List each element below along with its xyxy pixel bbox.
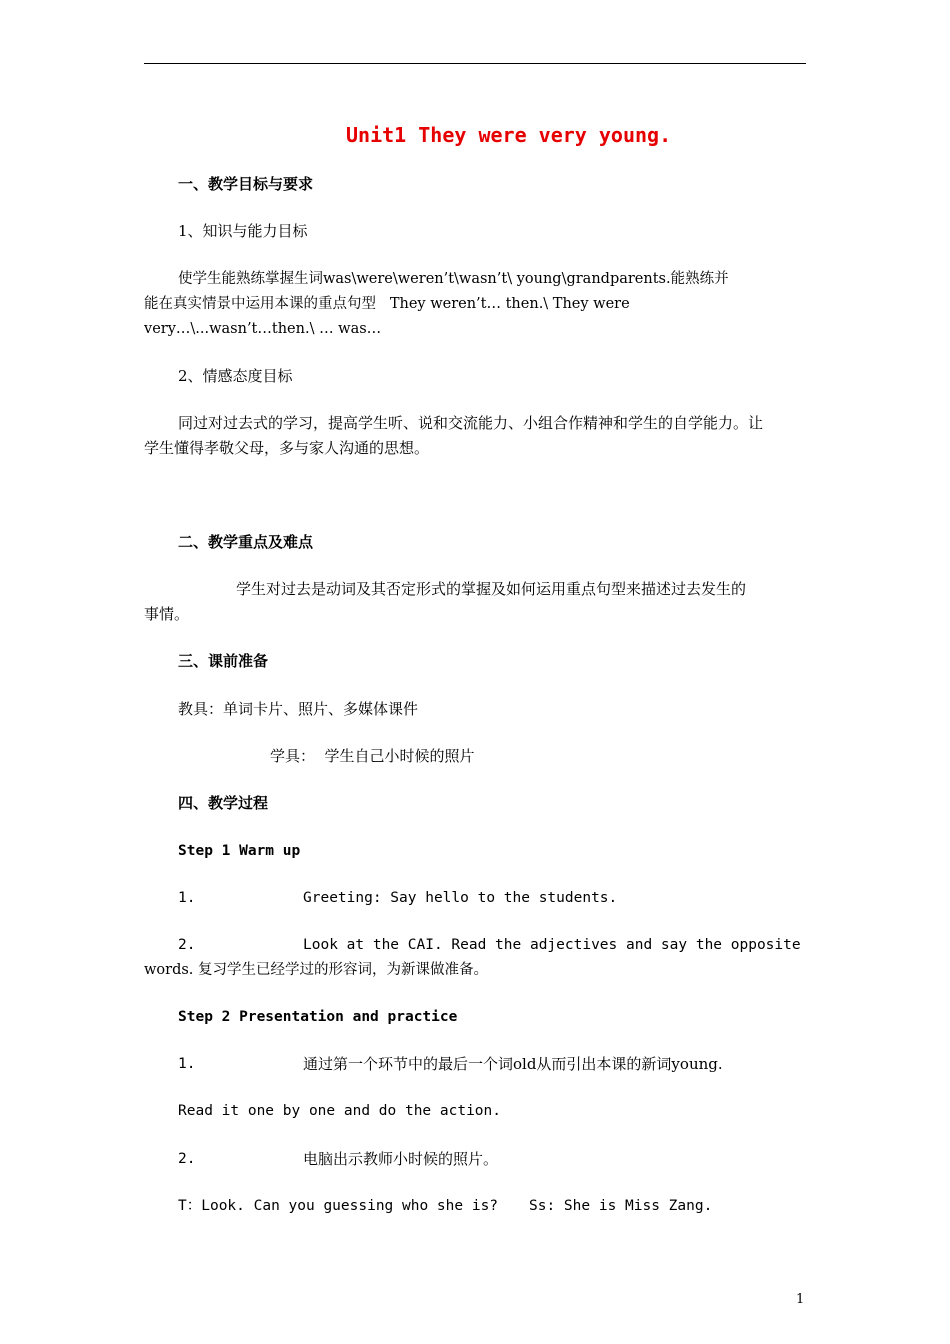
section2-line2: 事情。: [144, 605, 190, 623]
sub1-line3: very…\...wasn’t…then.\ … was…: [144, 321, 382, 337]
sub1-line2: 能在真实情景中运用本课的重点句型 They weren’t… then.\ They were: [144, 296, 630, 312]
step1-item2-continuation: words. 复习学生已经学过的形容词，为新课做准备。: [144, 962, 489, 978]
step2-item2-text: 电脑出示教师小时候的照片。: [303, 1150, 499, 1168]
sub2-line2: 学生懂得孝敬父母，多与家人沟通的思想。: [144, 439, 430, 457]
section3-heading: 三、课前准备: [178, 652, 269, 670]
sub2-line1: 同过对过去式的学习，提高学生听、说和交流能力、小组合作精神和学生的自学能力。让: [178, 414, 764, 432]
section4-heading: 四、教学过程: [178, 794, 269, 812]
section2-line1: 学生对过去是动词及其否定形式的掌握及如何运用重点句型来描述过去发生的: [236, 580, 747, 598]
header-rule: [144, 63, 806, 64]
page-number: 1: [796, 1292, 805, 1307]
sub2-heading: 2、情感态度目标: [178, 367, 293, 385]
step2-heading: Step 2 Presentation and practice: [178, 1009, 458, 1025]
document-title: Unit1 They were very young.: [346, 123, 672, 147]
dialog-teacher-line: T：Look. Can you guessing who she is?: [178, 1198, 499, 1214]
section1-heading: 一、教学目标与要求: [178, 175, 314, 193]
step1-item1-number: 1.: [178, 890, 196, 906]
step2-item1-number: 1.: [178, 1056, 196, 1072]
step1-heading: Step 1 Warm up: [178, 843, 301, 859]
step2-item2-number: 2.: [178, 1151, 196, 1167]
section2-heading: 二、教学重点及难点: [178, 533, 314, 551]
sub1-heading: 1、知识与能力目标: [178, 222, 308, 240]
teacher-tools: 教具：单词卡片、照片、多媒体课件: [178, 700, 419, 718]
dialog-students-line: Ss: She is Miss Zang.: [529, 1198, 713, 1214]
step1-item1-text: Greeting: Say hello to the students.: [303, 890, 618, 906]
step1-item2-text: Look at the CAI. Read the adjectives and say the opposite: [303, 937, 801, 953]
student-tools: 学具： 学生自己小时候的照片: [270, 747, 475, 765]
sub1-line1: 使学生能熟练掌握生词was\were\weren’t\wasn’t\ young\grandparents.能熟练并: [178, 271, 729, 287]
step2-read-line: Read it one by one and do the action.: [178, 1103, 502, 1119]
step1-item2-number: 2.: [178, 937, 196, 953]
step2-item1-text: 通过第一个环节中的最后一个词old从而引出本课的新词young.: [303, 1055, 723, 1073]
